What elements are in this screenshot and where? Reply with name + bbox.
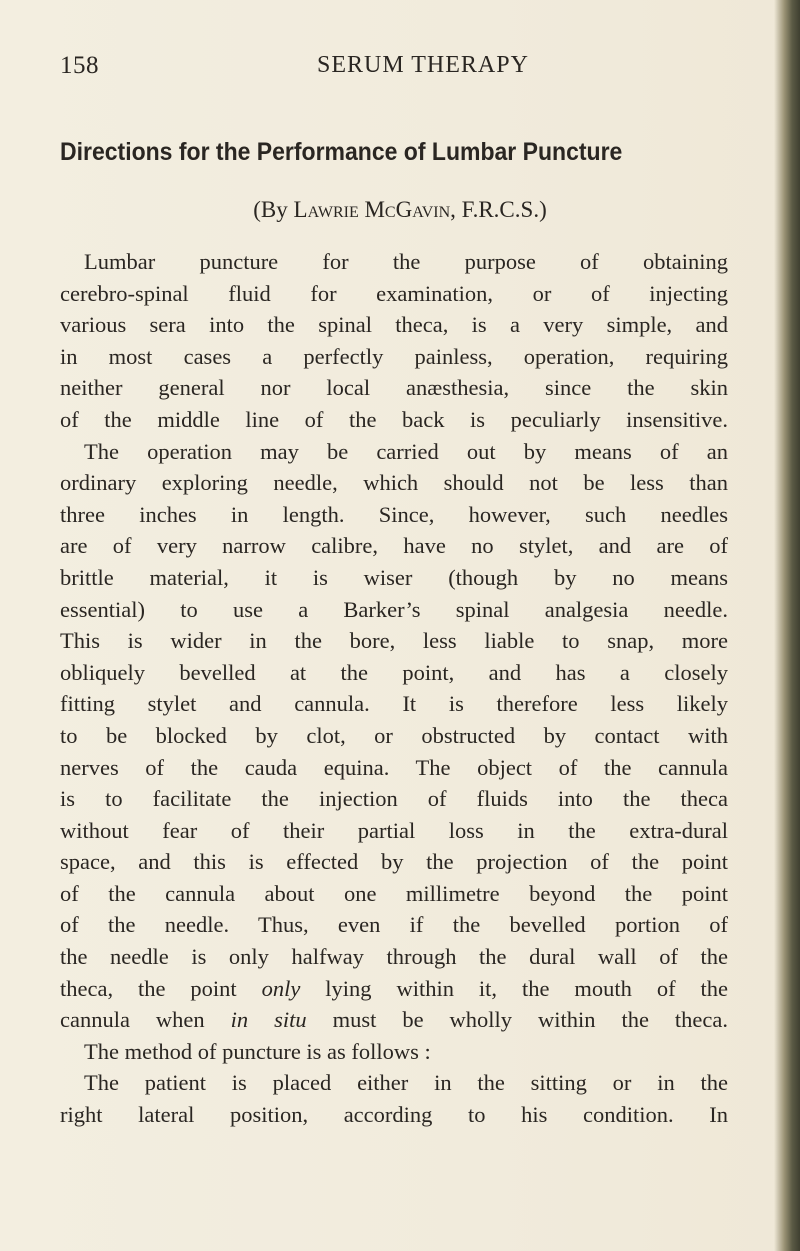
text-line: to be blocked by clot, or obstructed by contact with	[60, 722, 728, 748]
section-heading: Directions for the Performance of Lumbar Puncture	[60, 138, 623, 166]
text-line: the needle is only halfway through the dural wall of the	[60, 944, 728, 970]
text-line: of the middle line of the back is peculiarly insensitive.	[60, 406, 728, 432]
text-line-with-italic	[60, 1004, 728, 1036]
text-line: in most cases a perfectly painless, operation, requiring	[60, 343, 728, 369]
byline-close: , F.R.C.S.)	[450, 197, 547, 222]
text-line-with-italic	[60, 973, 728, 1005]
running-header	[60, 52, 720, 92]
text-line: is to facilitate the injection of fluids into the theca	[60, 786, 728, 812]
text-line: essential) to use a Barker’s spinal analgesia needle.	[60, 596, 728, 622]
body-text	[60, 246, 728, 1131]
text-line: of the needle. Thus, even if the bevelled portion of	[60, 912, 728, 938]
text-line: without fear of their partial loss in the extra-dural	[60, 817, 728, 843]
author-name: Lawrie McGavin	[293, 197, 451, 222]
text-line: neither general nor local anæsthesia, since the skin	[60, 375, 728, 401]
text-line: ordinary exploring needle, which should not be less than	[60, 470, 728, 496]
text-line: obliquely bevelled at the point, and has a closely	[60, 659, 728, 685]
text-line: various sera into the spinal theca, is a very simple, and	[60, 312, 728, 338]
text-segment: theca, the point	[60, 975, 262, 1001]
text-line: The operation may be carried out by means of an	[84, 438, 728, 464]
text-line: brittle material, it is wiser (though by no means	[60, 564, 728, 590]
text-line: of the cannula about one millimetre beyond the point	[60, 880, 728, 906]
text-line: This is wider in the bore, less liable to snap, more	[60, 628, 728, 654]
italic-latin-phrase: in situ	[230, 1007, 307, 1033]
text-line: are of very narrow calibre, have no stylet, and are of	[60, 533, 728, 559]
page-edge-shadow	[774, 0, 800, 1251]
text-line: right lateral position, according to his condition. In	[60, 1102, 728, 1128]
text-line: space, and this is effected by the projection of the point	[60, 849, 728, 875]
page-number: 158	[60, 52, 99, 79]
text-segment: cannula when	[60, 1007, 231, 1033]
author-byline	[60, 197, 740, 223]
text-line: Lumbar puncture for the purpose of obtaining	[84, 249, 728, 274]
byline-open: (By	[253, 197, 294, 222]
running-title: SERUM THERAPY	[317, 52, 529, 78]
italic-emphasis: only	[261, 975, 301, 1001]
text-line: fitting stylet and cannula. It is therefore less likely	[60, 691, 728, 717]
text-line: cerebro-spinal fluid for examination, or of injecting	[60, 280, 728, 306]
text-line: The method of puncture is as follows :	[84, 1038, 431, 1064]
text-line: The patient is placed either in the sitting or in the	[84, 1070, 728, 1096]
text-line: nerves of the cauda equina. The object of the cannula	[60, 754, 728, 780]
text-segment: must be wholly within the theca.	[306, 1007, 728, 1033]
text-line: three inches in length. Since, however, such needles	[60, 501, 728, 527]
text-segment: lying within it, the mouth of the	[300, 975, 728, 1001]
